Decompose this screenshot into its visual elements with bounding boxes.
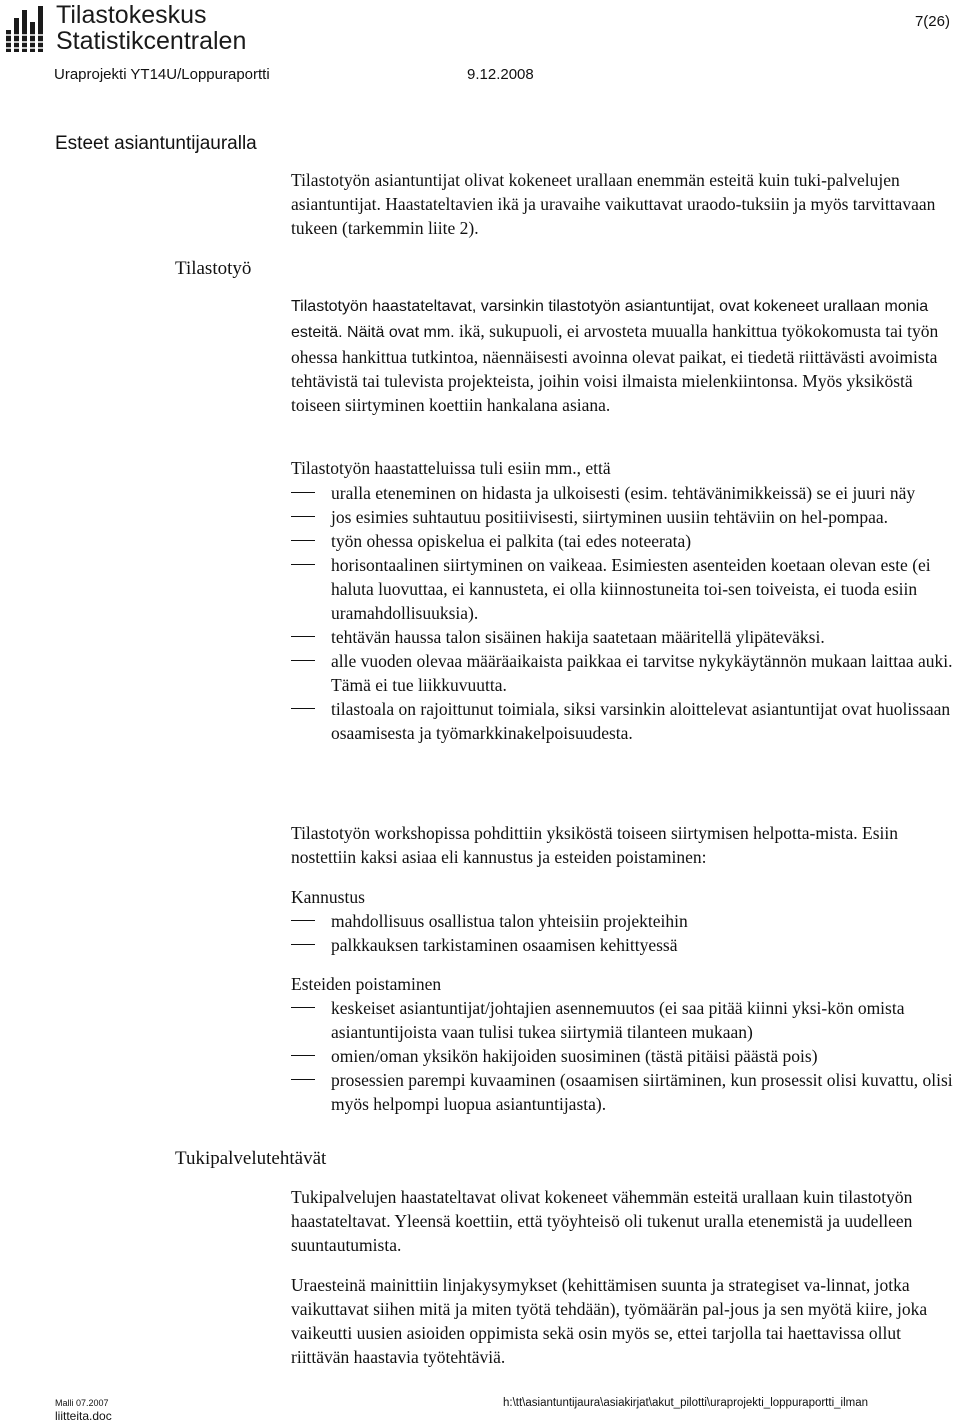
list-item: keskeiset asiantuntijat/johtajien asennemuutos (ei saa pitää kiinni yksi-kön omista asiantuntijoista vaan tulisi tukea siirtymiä tilanteen mukaan) bbox=[291, 996, 960, 1044]
paragraph-support-services: Tukipalvelujen haastateltavat olivat kokeneet vähemmän esteitä urallaan kuin tilastotyön haastateltavat. Yleensä koettiin, että työyhteisö oli tukenut uralla etenemistä ja uudelleen suuntautumista. bbox=[291, 1187, 913, 1255]
list-kannustus bbox=[291, 909, 960, 957]
footer-filename: liitteita.doc bbox=[55, 1409, 112, 1423]
list-item: jos esimies suhtautuu positiivisesti, siirtyminen uusiin tehtäviin on hel-pompaa. bbox=[291, 505, 960, 529]
list-item: työn ohessa opiskelua ei palkita (tai edes noteerata) bbox=[291, 529, 960, 553]
list-item: mahdollisuus osallistua talon yhteisiin projekteihin bbox=[291, 909, 960, 933]
list-esteet bbox=[291, 996, 960, 1116]
org-name-fi: Tilastokeskus bbox=[56, 1, 207, 29]
section-heading: Esteet asiantuntijauralla bbox=[55, 133, 257, 154]
paragraph-intro: Tilastotyön asiantuntijat olivat kokeneet urallaan enemmän esteitä kuin tuki-palvelujen asiantuntijat. Haastateltavien ikä ja uravaihe vaikuttavat uraodo-tuksiin ja myös tarvittavaan tukeen (tarkemmin liite 2). bbox=[291, 170, 936, 238]
paragraph-obstacles bbox=[291, 293, 960, 417]
side-label-tilastotyo: Tilastotyö bbox=[175, 258, 252, 279]
list-item: horisontaalinen siirtyminen on vaikeaa. Esimiesten asenteiden koetaan olevan este (ei haluta luovuttaa, ei kannusteta, ei olla kiinnostuneita toi-sen toiveista, ei tuoda esiin uramahdollisuuksia). bbox=[291, 553, 960, 625]
list-item: omien/oman yksikön hakijoiden suosiminen (tästä pitäisi päästä pois) bbox=[291, 1044, 960, 1068]
footer-path: h:\tt\asiantuntijaura\asiakirjat\akut_pilotti\uraprojekti_loppuraportti_ilman bbox=[503, 1397, 869, 1409]
subheading-kannustus: Kannustus bbox=[291, 887, 365, 907]
page-number: 7(26) bbox=[914, 13, 950, 30]
list-item: uralla eteneminen on hidasta ja ulkoisesti (esim. tehtävänimikkeissä) se ei juuri näy bbox=[291, 481, 960, 505]
organization-logo bbox=[4, 2, 254, 56]
footer-template: Malli 07.2007 bbox=[55, 1398, 109, 1408]
list-item: tilastoala on rajoittunut toimiala, siksi varsinkin aloittelevat asiantuntijat ovat huolissaan osaamisesta ja työmarkkinakelpoisuudesta. bbox=[291, 697, 960, 745]
paragraph-support-obstacles: Uraesteinä mainittiin linjakysymykset (kehittämisen suunta ja strategiset va-linnat, jotka vaikuttavat siihen mitä ja miten työtä tehdään), työmäärän pal-jous ja sen myötä kiire, joka vaikeutti uusien asioiden oppimista sekä osin myös se, ettei tarjolla tai haettavissa ollut riittävän haastavia työtehtäviä. bbox=[291, 1275, 928, 1367]
logo-bars-icon bbox=[4, 4, 48, 54]
paragraph-interviews-intro: Tilastotyön haastatteluissa tuli esiin mm., että bbox=[291, 458, 611, 478]
list-item: tehtävän haussa talon sisäinen hakija saatetaan määritellä ylipäteväksi. bbox=[291, 625, 960, 649]
subheading-esteet: Esteiden poistaminen bbox=[291, 974, 442, 994]
list-item: palkkauksen tarkistaminen osaamisen kehittyessä bbox=[291, 933, 960, 957]
list-item: prosessien parempi kuvaaminen (osaamisen siirtäminen, kun prosessit olisi kuvattu, olisi myös helpompi luopua asiantuntijasta). bbox=[291, 1068, 960, 1116]
paragraph-obstacles-lead: Tilastotyön haastateltavat, varsinkin tilastotyön asiantuntijat, ovat kokeneet urallaan monia esteitä. Näitä ovat mm. bbox=[291, 298, 929, 341]
document-date: 9.12.2008 bbox=[467, 66, 534, 83]
paragraph-workshop: Tilastotyön workshopissa pohdittiin yksiköstä toiseen siirtymisen helpotta-mista. Esiin nostettiin kaksi asiaa eli kannustus ja esteiden poistaminen: bbox=[291, 823, 898, 867]
project-title: Uraprojekti YT14U/Loppuraportti bbox=[54, 66, 270, 83]
side-label-tukipalvelu: Tukipalvelutehtävät bbox=[175, 1148, 327, 1169]
paragraph-obstacles-rest: ikä, sukupuoli, ei arvosteta muualla hankittua työkokomusta tai työn ohessa hankittua tutkintoa, näennäisesti avoinna olevat paikat, ei tiedetä riittävästi avoimista tehtävistä tai tulevista projekteista, joihin voisi ilmaista mielenkiintonsa. Myös yksiköstä toiseen siirtyminen koettiin hankalana asiana. bbox=[291, 321, 939, 415]
list-interview-findings bbox=[291, 481, 960, 745]
org-name-sv: Statistikcentralen bbox=[56, 27, 247, 55]
list-item: alle vuoden olevaa määräaikaista paikkaa ei tarvitse nykykäytännön mukaan laittaa auki. Tämä ei tue liikkuvuutta. bbox=[291, 649, 960, 697]
